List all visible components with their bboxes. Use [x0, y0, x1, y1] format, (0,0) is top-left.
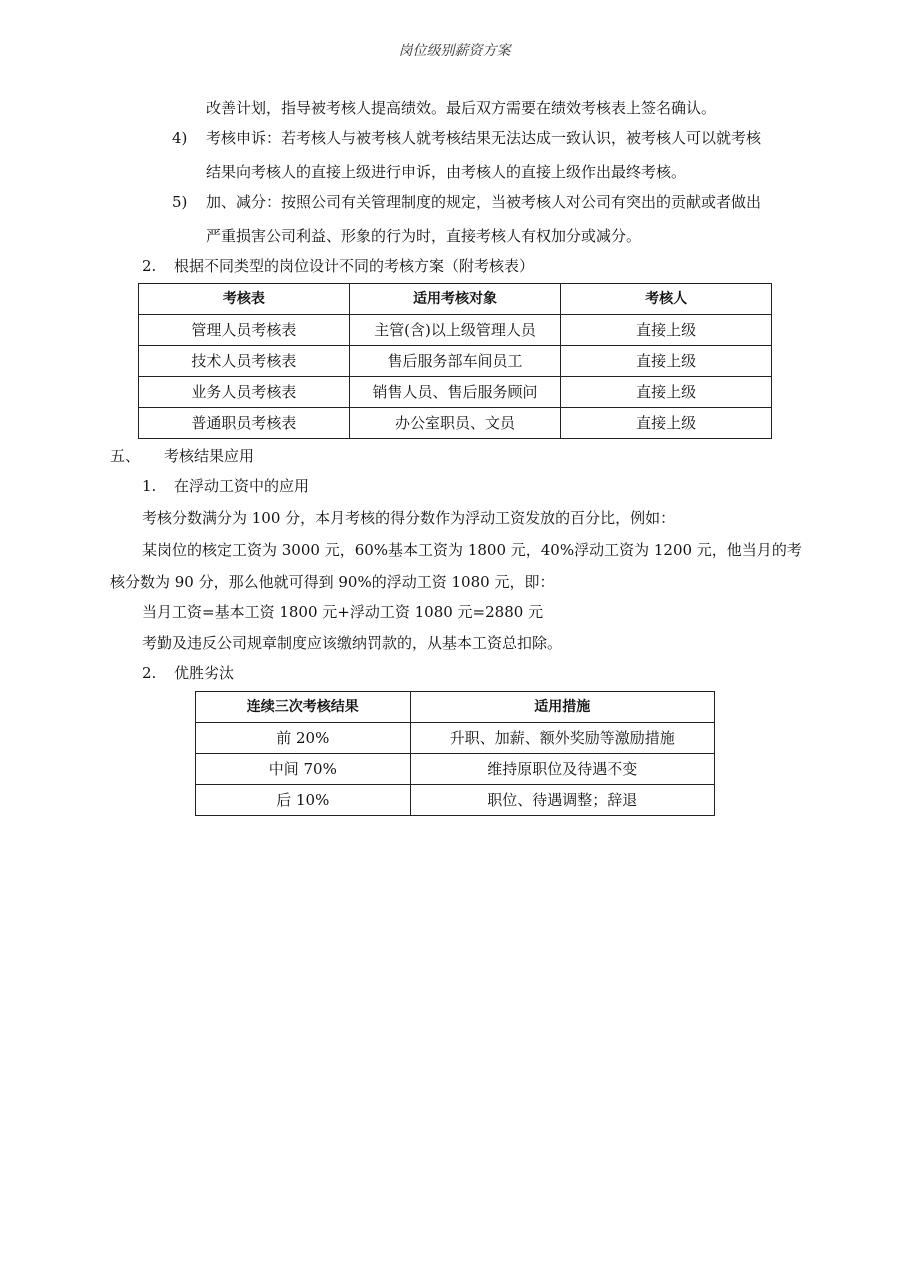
table-cell: 后 10% [196, 785, 411, 816]
subsection-2-title: 根据不同类型的岗位设计不同的考核方案（附考核表） [174, 257, 535, 275]
subsection-number-2b: 2. [142, 664, 157, 682]
table-header-cell: 考核人 [561, 284, 772, 315]
table-cell: 直接上级 [561, 377, 772, 408]
paragraph-improvement-plan: 改善计划，指导被考核人提高绩效。最后双方需要在绩效考核表上签名确认。 [206, 99, 717, 117]
table-cell: 售后服务部车间员工 [349, 346, 561, 377]
table-header-row [139, 284, 772, 315]
subsection-2b-title: 优胜劣汰 [174, 664, 235, 682]
table-row [196, 785, 715, 816]
table-header-row [196, 692, 715, 723]
table-cell: 业务人员考核表 [139, 377, 350, 408]
page-header: 岗位级别薪资方案 [398, 43, 511, 59]
item-4-line-2: 结果向考核人的直接上级进行申诉，由考核人的直接上级作出最终考核。 [206, 163, 687, 181]
table-row [196, 754, 715, 785]
table-cell: 维持原职位及待遇不变 [410, 754, 714, 785]
table-cell: 前 20% [196, 723, 411, 754]
subsection-number-1: 1. [142, 477, 157, 495]
table-cell: 销售人员、售后服务顾问 [349, 377, 561, 408]
table-cell: 管理人员考核表 [139, 315, 350, 346]
table-cell: 中间 70% [196, 754, 411, 785]
table-cell: 普通职员考核表 [139, 408, 350, 439]
section-5-title: 考核结果应用 [164, 447, 255, 465]
subsection-number-2: 2. [142, 257, 157, 275]
table-row [139, 408, 772, 439]
paragraph-example-line-2: 核分数为 90 分，那么他就可得到 90%的浮动工资 1080 元，即： [110, 573, 555, 591]
paragraph-formula: 当月工资=基本工资 1800 元+浮动工资 1080 元=2880 元 [142, 603, 544, 621]
table-row [196, 723, 715, 754]
table-row [139, 315, 772, 346]
table-cell: 升职、加薪、额外奖励等激励措施 [410, 723, 714, 754]
table-cell: 直接上级 [561, 346, 772, 377]
table-header-cell: 连续三次考核结果 [196, 692, 411, 723]
paragraph-penalty: 考勤及违反公司规章制度应该缴纳罚款的，从基本工资总扣除。 [142, 634, 563, 652]
item-4-line-1: 考核申诉：若考核人与被考核人就考核结果无法达成一致认识，被考核人可以就考核 [206, 129, 762, 147]
paragraph-score: 考核分数满分为 100 分，本月考核的得分数作为浮动工资发放的百分比，例如： [142, 509, 676, 527]
table-cell: 办公室职员、文员 [349, 408, 561, 439]
table-header-cell: 适用考核对象 [349, 284, 561, 315]
table-cell: 直接上级 [561, 408, 772, 439]
assessment-table [138, 283, 772, 439]
table-cell: 职位、待遇调整；辞退 [410, 785, 714, 816]
subsection-1-title: 在浮动工资中的应用 [174, 477, 310, 495]
table-header-cell: 适用措施 [410, 692, 714, 723]
ranking-table [195, 691, 715, 816]
table-row [139, 346, 772, 377]
section-number-5: 五、 [110, 447, 141, 465]
table-row [139, 377, 772, 408]
table-cell: 直接上级 [561, 315, 772, 346]
item-5-line-2: 严重损害公司利益、形象的行为时，直接考核人有权加分或减分。 [206, 227, 642, 245]
paragraph-example-line-1: 某岗位的核定工资为 3000 元，60%基本工资为 1800 元，40%浮动工资为 1200 元，他当月的考 [142, 541, 802, 559]
table-cell: 技术人员考核表 [139, 346, 350, 377]
table-cell: 主管(含)以上级管理人员 [349, 315, 561, 346]
item-5-line-1: 加、减分：按照公司有关管理制度的规定，当被考核人对公司有突出的贡献或者做出 [206, 193, 762, 211]
item-number-5: 5) [172, 193, 188, 211]
item-number-4: 4) [172, 129, 188, 147]
table-header-cell: 考核表 [139, 284, 350, 315]
